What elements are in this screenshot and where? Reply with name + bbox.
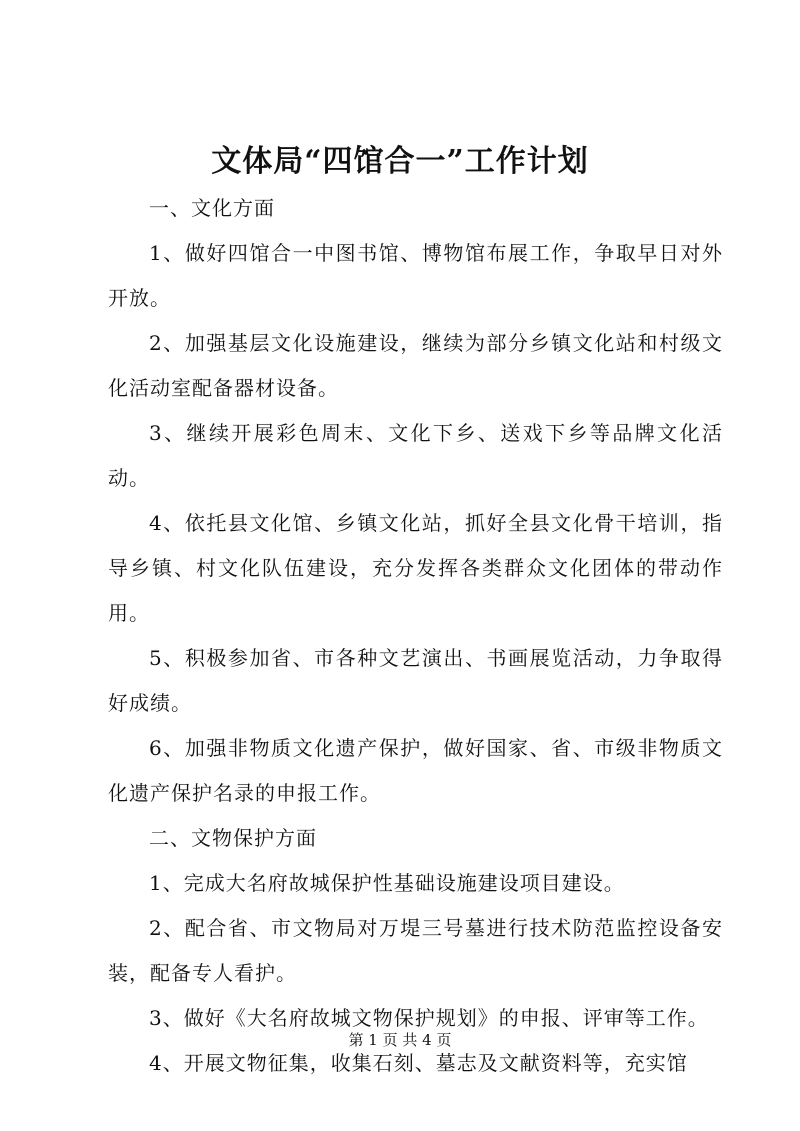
- document-title: 文体局“四馆合一”工作计划: [211, 144, 589, 179]
- section-heading-culture: 一、文化方面: [149, 196, 275, 220]
- paragraph: 3、做好《大名府故城文物保护规划》的申报、评审等工作。: [149, 1006, 709, 1030]
- paragraph: 1、做好四馆合一中图书馆、博物馆布展工作，争取早日对外开放。: [108, 241, 723, 310]
- paragraph: 3、继续开展彩色周末、文化下乡、送戏下乡等品牌文化活动。: [108, 421, 723, 490]
- paragraph: 2、配合省、市文物局对万堤三号墓进行技术防范监控设备安装，配备专人看护。: [108, 916, 723, 985]
- paragraph: 1、完成大名府故城保护性基础设施建设项目建设。: [149, 871, 625, 895]
- document-body: [108, 186, 723, 1086]
- paragraph: 6、加强非物质文化遗产保护，做好国家、省、市级非物质文化遗产保护名录的申报工作。: [108, 736, 723, 805]
- section-heading-relics: 二、文物保护方面: [149, 826, 317, 850]
- paragraph: 2、加强基层文化设施建设，继续为部分乡镇文化站和村级文化活动室配备器材设备。: [108, 331, 723, 400]
- paragraph: 4、开展文物征集，收集石刻、墓志及文献资料等，充实馆: [149, 1051, 688, 1075]
- page-number-footer: 第 1 页 共 4 页: [348, 1031, 452, 1049]
- paragraph: 5、积极参加省、市各种文艺演出、书画展览活动，力争取得好成绩。: [108, 646, 723, 715]
- paragraph: 4、依托县文化馆、乡镇文化站，抓好全县文化骨干培训，指导乡镇、村文化队伍建设，充分发挥各类群众文化团体的带动作用。: [108, 511, 723, 625]
